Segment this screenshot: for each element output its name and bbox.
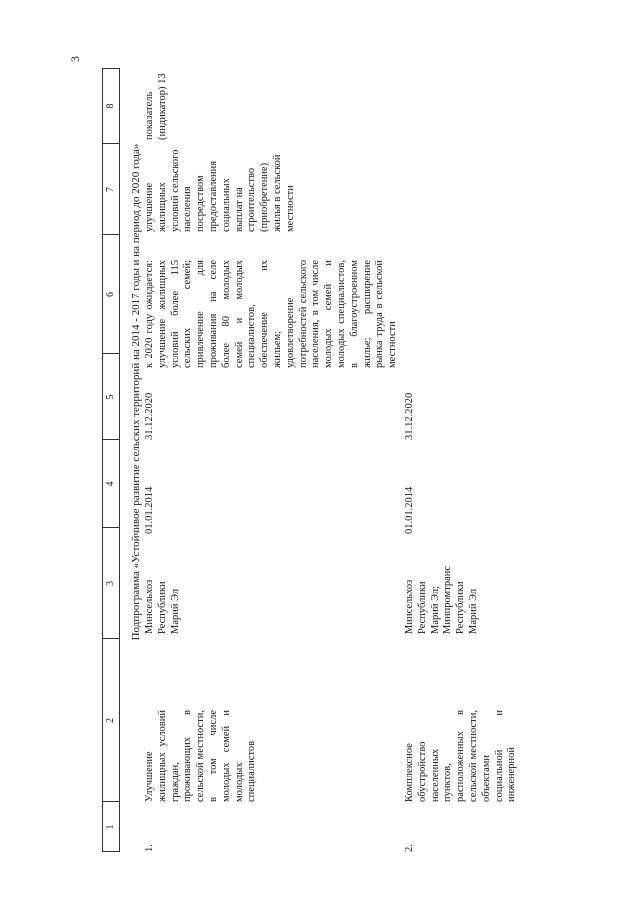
page-number: 3 (68, 56, 82, 62)
expected-result: к 2020 году ожидается: улучшение жилищных условий более 115 сельских семей; привлечение для проживания на селе более 80 молодых семей и молодых специалистов, обеспечение их жильем; удовлетворение потребностей сельского населения, в том числе молодых семей и молодых специалистов, в благоустроенном жилье; расширение рынка труда в сельской местности (144, 260, 399, 368)
end-date: 31.12.2020 (404, 392, 415, 440)
column-number-2: 2 (105, 718, 116, 723)
column-number-6: 6 (105, 292, 116, 297)
start-date: 01.01.2014 (144, 486, 155, 534)
column-number-7: 7 (105, 187, 116, 192)
responsible-executor: Минсельхоз Республики Марий Эл; Минпромтранс Республики Марий Эл (404, 565, 479, 634)
indicator-link: показатель (индикатор) 13 (144, 73, 168, 140)
column-number-8: 8 (105, 103, 116, 109)
column-number-5: 5 (105, 394, 116, 400)
column-number-header (102, 68, 120, 852)
end-date: 31.12.2020 (144, 392, 155, 440)
responsible-executor: Минсельхоз Республики Марий Эл (144, 579, 181, 634)
column-number-3: 3 (105, 581, 116, 586)
table (100, 68, 570, 852)
rotated-landscape-page (100, 68, 570, 852)
measure-name: Улучшение жилищных условий граждан, проживающих в сельской местности, в том числе молодых семей и молодых специалистов (144, 710, 258, 802)
column-number-4: 4 (105, 481, 116, 487)
start-date: 01.01.2014 (404, 486, 415, 534)
subprogram-title: Подпрограмма «Устойчивое развитие сельских территорий на 2014 - 2017 годы и на период до 2020 года» (130, 143, 142, 641)
column-divider (103, 68, 119, 69)
column-number-1: 1 (105, 824, 116, 830)
measure-name: Комплексное обустройство населенных пунктов, расположенных в сельской местности, объектами социальной и инженерной (404, 710, 518, 802)
row-number: 2. (404, 844, 415, 852)
non-implementation-consequences: улучшение жилищных условий сельского населения посредством предоставления социальных выплат на строительство (приобретение) жилья в сельской местности (144, 149, 296, 232)
row-number: 1. (144, 844, 155, 852)
